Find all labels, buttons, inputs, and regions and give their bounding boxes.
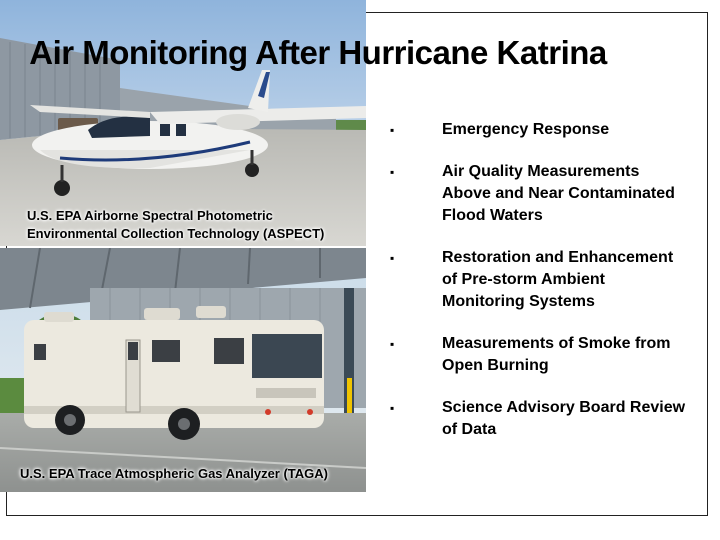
bullet-list: [390, 119, 690, 461]
bullet-text: Air Quality Measurements Above and Near Contaminated Flood Waters: [442, 163, 675, 224]
bullet-text: Measurements of Smoke from Open Burning: [442, 335, 671, 374]
slide-title: Air Monitoring After Hurricane Katrina: [29, 34, 607, 71]
bullet-item: [390, 247, 690, 313]
bullet-item: [390, 161, 690, 227]
aspect-caption-line-1: U.S. EPA Airborne Spectral Photometric: [27, 208, 273, 223]
taga-bus-photo: [0, 248, 366, 492]
bullet-marker: ▪: [390, 123, 395, 137]
bullet-item: [390, 333, 690, 377]
aspect-caption: [27, 207, 324, 243]
bullet-item: [390, 397, 690, 441]
aspect-caption-line-2: Environmental Collection Technology (ASPECT): [27, 226, 325, 241]
bullet-text: Emergency Response: [442, 121, 610, 138]
bullet-text: Science Advisory Board Review of Data: [442, 399, 686, 438]
bullet-marker: ▪: [390, 401, 395, 415]
bullet-text: Restoration and Enhancement of Pre-storm Ambient Monitoring Systems: [442, 249, 674, 310]
bullet-marker: ▪: [390, 251, 395, 265]
bullet-marker: ▪: [390, 165, 395, 179]
taga-caption: U.S. EPA Trace Atmospheric Gas Analyzer (TAGA): [20, 466, 328, 481]
bullet-marker: ▪: [390, 337, 395, 351]
bullet-item: [390, 119, 690, 141]
